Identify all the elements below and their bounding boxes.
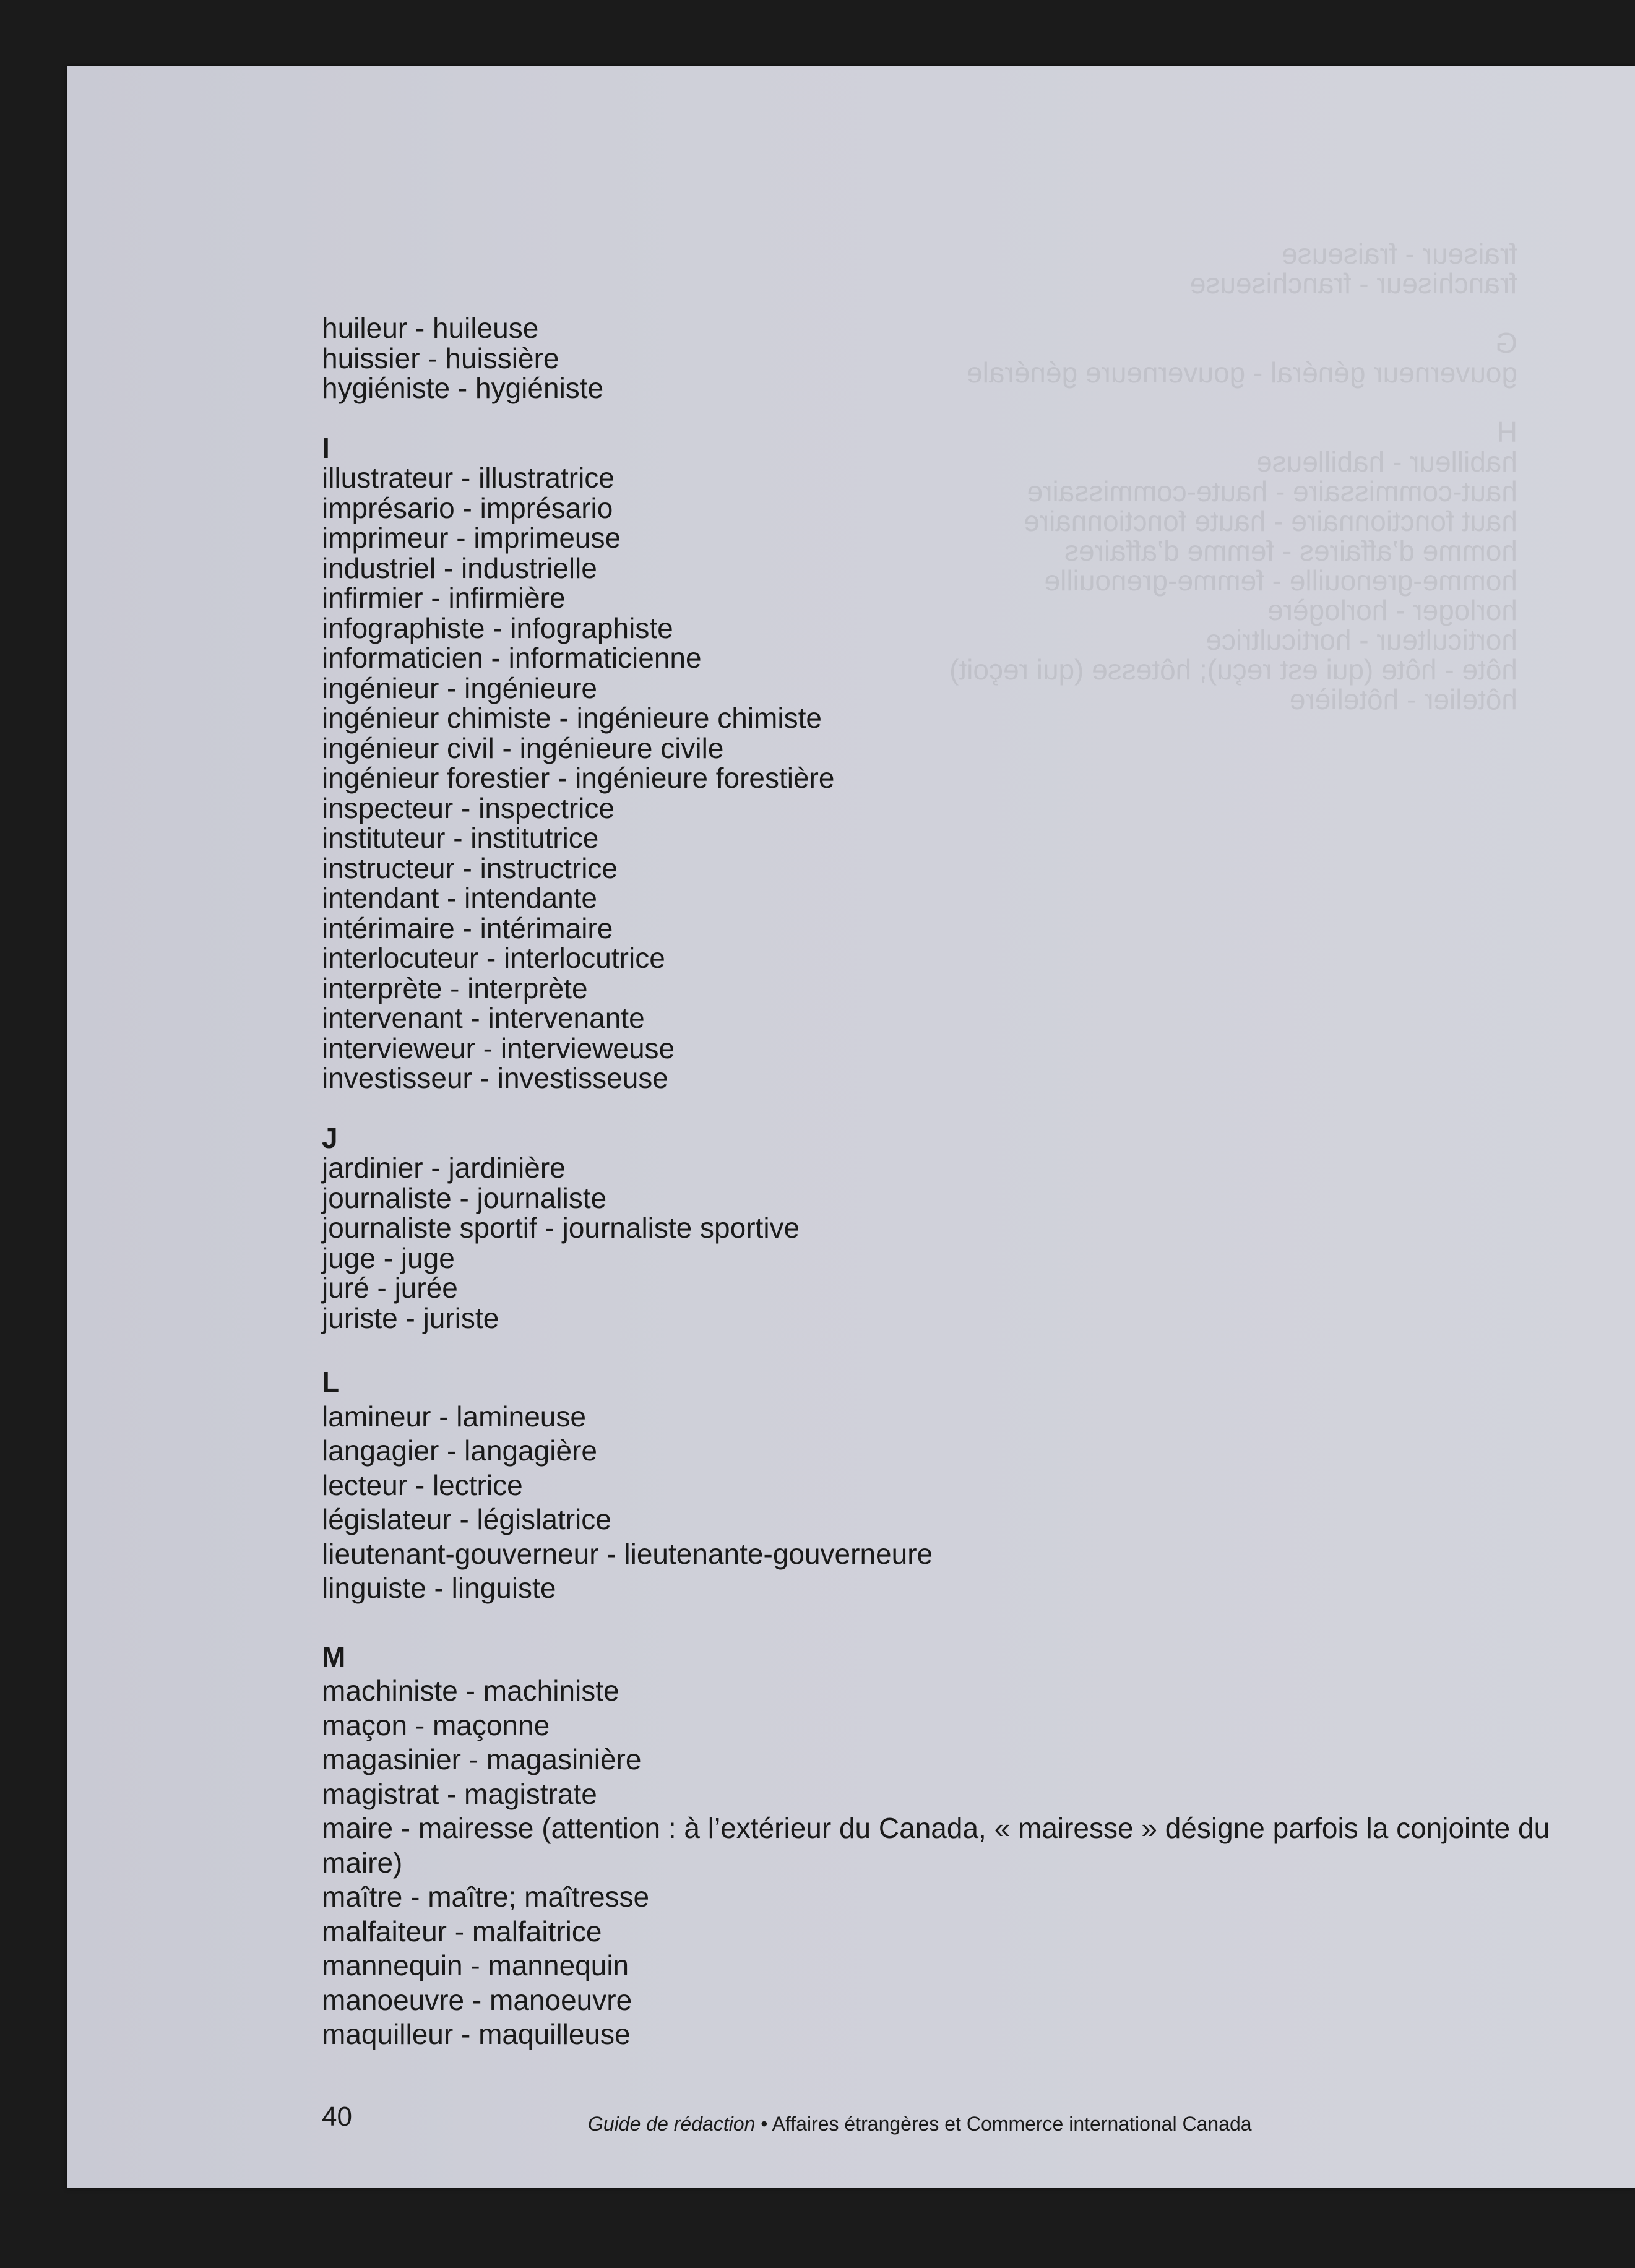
- section-i: [322, 433, 1560, 1093]
- glossary-entry: ingénieur civil - ingénieure civile: [322, 731, 724, 764]
- section-m: [322, 1640, 1560, 2052]
- bleed-through-text: fraiseur - fraiseuse franchiseur - franchiseuse G gouverneur général - gouverneure générale H habilleur - habilleuse haut-commissaire - haute-commissaire haut fonctionnaire - haute fonctionnaire homme d’affaires - femme d’affaires homme-grenouille - femme-grenouille horloger - horlogère horticulteur - horticultrice hôte - hôte (qui est reçu); hôtesse (qui reçoit) hôtelier - hôtelière: [949, 238, 1517, 715]
- glossary-entry: interlocuteur - interlocutrice: [322, 942, 665, 974]
- section-letter: J: [322, 1121, 338, 1154]
- glossary-entry: machiniste - machiniste: [322, 1675, 619, 1707]
- glossary-entry: industriel - industrielle: [322, 551, 597, 584]
- glossary-entry: informaticien - informaticienne: [322, 642, 702, 674]
- glossary-entry: infographiste - infographiste: [322, 611, 673, 644]
- glossary-entry: imprésario - imprésario: [322, 491, 613, 524]
- glossary-entry: jardinier - jardinière: [322, 1152, 566, 1184]
- glossary-entry: magistrat - magistrate: [322, 1777, 597, 1810]
- glossary-list: [322, 313, 1560, 2052]
- glossary-entry: législateur - législatrice: [322, 1503, 611, 1535]
- glossary-entry: huissier - huissière: [322, 342, 559, 374]
- page-number: 40: [322, 2102, 352, 2132]
- glossary-entry: manoeuvre - manoeuvre: [322, 1983, 632, 2016]
- glossary-entry: juriste - juriste: [322, 1301, 499, 1334]
- glossary-entry: imprimeur - imprimeuse: [322, 522, 621, 554]
- glossary-entry: langagier - langagière: [322, 1434, 597, 1467]
- glossary-entry: journaliste - journaliste: [322, 1181, 607, 1214]
- glossary-entry: maître - maître; maîtresse: [322, 1881, 650, 1913]
- section-j: [322, 1123, 1560, 1334]
- glossary-entry: intervieweur - intervieweuse: [322, 1032, 675, 1064]
- document-page: [67, 66, 1635, 2188]
- glossary-entry: maire - mairesse (attention : à l’extérieur du Canada, « mairesse » désigne parfois la conjointe du maire): [322, 1812, 1550, 1879]
- glossary-entry: lieutenant-gouverneur - lieutenante-gouverneure: [322, 1537, 933, 1570]
- glossary-entry: ingénieur - ingénieure: [322, 671, 597, 704]
- glossary-entry: ingénieur forestier - ingénieure forestière: [322, 762, 835, 794]
- section-letter: I: [322, 431, 330, 464]
- glossary-entry: mannequin - mannequin: [322, 1949, 629, 1981]
- footer-credit: [588, 2113, 1252, 2136]
- glossary-entry: journaliste sportif - journaliste sportive: [322, 1212, 800, 1244]
- organization-name: Affaires étrangères et Commerce international Canada: [772, 2113, 1252, 2135]
- glossary-entry: illustrateur - illustratrice: [322, 462, 615, 494]
- glossary-entry: juge - juge: [322, 1241, 455, 1274]
- section-l: [322, 1365, 1560, 1606]
- section-letter: L: [322, 1366, 340, 1398]
- footer-separator: •: [755, 2113, 772, 2135]
- glossary-entry: maçon - maçonne: [322, 1709, 550, 1741]
- glossary-entry: intérimaire - intérimaire: [322, 912, 613, 944]
- glossary-entry: maquilleur - maquilleuse: [322, 2018, 631, 2050]
- glossary-entry: interprète - interprète: [322, 972, 588, 1004]
- glossary-entry: linguiste - linguiste: [322, 1572, 556, 1604]
- glossary-entry: intervenant - intervenante: [322, 1002, 645, 1034]
- glossary-entry: juré - jurée: [322, 1272, 458, 1304]
- section-letter: M: [322, 1640, 346, 1673]
- glossary-entry: ingénieur chimiste - ingénieure chimiste: [322, 702, 822, 734]
- section-h: [322, 313, 1560, 403]
- glossary-entry: instituteur - institutrice: [322, 822, 599, 854]
- glossary-entry: malfaiteur - malfaitrice: [322, 1915, 602, 1947]
- glossary-entry: inspecteur - inspectrice: [322, 791, 615, 824]
- glossary-entry: lamineur - lamineuse: [322, 1400, 586, 1433]
- glossary-entry: investisseur - investisseuse: [322, 1062, 668, 1094]
- guide-title: Guide de rédaction: [588, 2113, 756, 2135]
- glossary-entry: magasinier - magasinière: [322, 1743, 642, 1775]
- glossary-entry: infirmier - infirmière: [322, 582, 566, 614]
- glossary-entry: huileur - huileuse: [322, 312, 539, 344]
- glossary-entry: instructeur - instructrice: [322, 852, 618, 884]
- glossary-entry: lecteur - lectrice: [322, 1468, 523, 1501]
- glossary-entry: intendant - intendante: [322, 882, 598, 914]
- glossary-entry: hygiéniste - hygiéniste: [322, 372, 604, 404]
